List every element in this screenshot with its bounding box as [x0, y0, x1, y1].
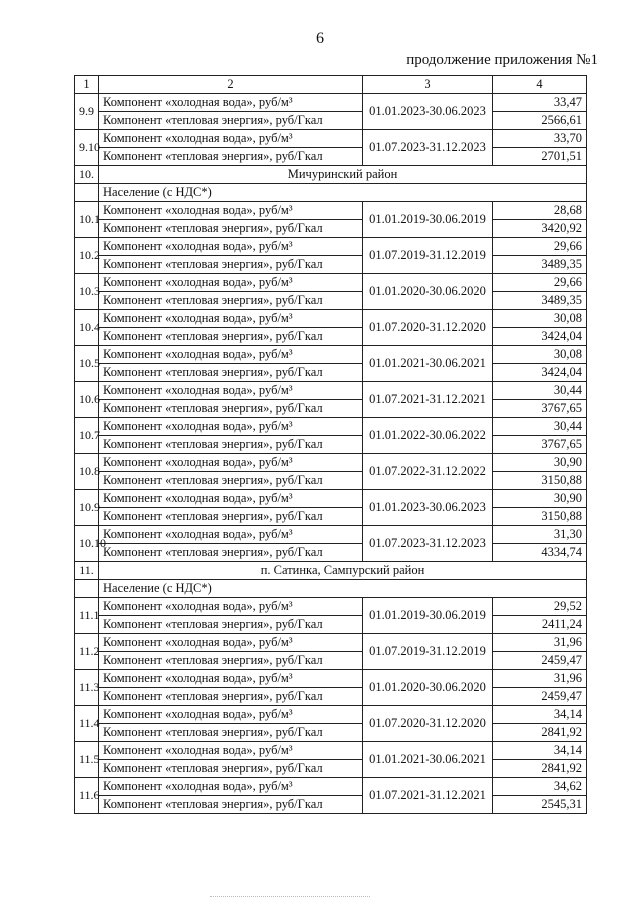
page-number: 6: [316, 30, 324, 47]
cold-water-value: 30,90: [493, 490, 587, 508]
component-heat-energy: Компонент «тепловая энергия», руб/Гкал: [99, 508, 363, 526]
table-row: [75, 148, 587, 166]
scan-artifact: [210, 896, 370, 900]
component-cold-water: Компонент «холодная вода», руб/м³: [99, 634, 363, 652]
district-name: п. Сатинка, Сампурский район: [99, 562, 587, 580]
component-cold-water: Компонент «холодная вода», руб/м³: [99, 598, 363, 616]
component-cold-water: Компонент «холодная вода», руб/м³: [99, 382, 363, 400]
section-number: 11.: [75, 562, 99, 580]
cold-water-value: 29,52: [493, 598, 587, 616]
district-row: [75, 166, 587, 184]
component-cold-water: Компонент «холодная вода», руб/м³: [99, 742, 363, 760]
population-label: Население (с НДС*): [99, 184, 587, 202]
table-row: [75, 724, 587, 742]
table-row: [75, 616, 587, 634]
cold-water-value: 31,96: [493, 634, 587, 652]
table-row: [75, 472, 587, 490]
table-row: [75, 220, 587, 238]
row-number: 10.4: [75, 310, 99, 346]
period-cell: 01.07.2023-31.12.2023: [363, 526, 493, 562]
row-number: 10.8: [75, 454, 99, 490]
cold-water-value: 33,47: [493, 94, 587, 112]
period-cell: 01.01.2020-30.06.2020: [363, 274, 493, 310]
tariff-table-body: [75, 76, 587, 814]
population-row: [75, 580, 587, 598]
district-name: Мичуринский район: [99, 166, 587, 184]
heat-energy-value: 3489,35: [493, 292, 587, 310]
period-cell: 01.01.2019-30.06.2019: [363, 202, 493, 238]
population-label: Население (с НДС*): [99, 580, 587, 598]
cold-water-value: 34,14: [493, 742, 587, 760]
table-row: [75, 688, 587, 706]
table-row: [75, 130, 587, 148]
header-row: [75, 76, 587, 94]
period-cell: 01.07.2022-31.12.2022: [363, 454, 493, 490]
period-cell: 01.01.2022-30.06.2022: [363, 418, 493, 454]
heat-energy-value: 2459,47: [493, 688, 587, 706]
table-row: [75, 274, 587, 292]
district-row: [75, 562, 587, 580]
period-cell: 01.07.2020-31.12.2020: [363, 706, 493, 742]
heat-energy-value: 3424,04: [493, 328, 587, 346]
row-number: 10.10: [75, 526, 99, 562]
component-heat-energy: Компонент «тепловая энергия», руб/Гкал: [99, 400, 363, 418]
row-number: 10.9: [75, 490, 99, 526]
row-number: 10.2: [75, 238, 99, 274]
component-heat-energy: Компонент «тепловая энергия», руб/Гкал: [99, 760, 363, 778]
header-col-3: 3: [363, 76, 493, 94]
row-number: 11.6: [75, 778, 99, 814]
section-number: 10.: [75, 166, 99, 184]
table-row: [75, 670, 587, 688]
component-cold-water: Компонент «холодная вода», руб/м³: [99, 310, 363, 328]
component-cold-water: Компонент «холодная вода», руб/м³: [99, 274, 363, 292]
table-row: [75, 202, 587, 220]
table-row: [75, 454, 587, 472]
table-row: [75, 652, 587, 670]
cold-water-value: 31,96: [493, 670, 587, 688]
cold-water-value: 30,44: [493, 418, 587, 436]
heat-energy-value: 2841,92: [493, 724, 587, 742]
heat-energy-value: 2701,51: [493, 148, 587, 166]
table-row: [75, 238, 587, 256]
table-row: [75, 292, 587, 310]
component-cold-water: Компонент «холодная вода», руб/м³: [99, 490, 363, 508]
table-row: [75, 328, 587, 346]
cold-water-value: 30,08: [493, 310, 587, 328]
period-cell: 01.01.2021-30.06.2021: [363, 346, 493, 382]
heat-energy-value: 2411,24: [493, 616, 587, 634]
table-row: [75, 490, 587, 508]
table-row: [75, 760, 587, 778]
row-number: 11.4: [75, 706, 99, 742]
table-row: [75, 544, 587, 562]
table-row: [75, 796, 587, 814]
table-row: [75, 112, 587, 130]
row-number: 10.7: [75, 418, 99, 454]
component-cold-water: Компонент «холодная вода», руб/м³: [99, 94, 363, 112]
component-cold-water: Компонент «холодная вода», руб/м³: [99, 778, 363, 796]
table-row: [75, 598, 587, 616]
cold-water-value: 29,66: [493, 274, 587, 292]
row-number: 11.3: [75, 670, 99, 706]
component-heat-energy: Компонент «тепловая энергия», руб/Гкал: [99, 796, 363, 814]
component-heat-energy: Компонент «тепловая энергия», руб/Гкал: [99, 544, 363, 562]
continuation-note: продолжение приложения №1: [406, 52, 598, 68]
table-row: [75, 400, 587, 418]
header-col-1: 1: [75, 76, 99, 94]
component-heat-energy: Компонент «тепловая энергия», руб/Гкал: [99, 256, 363, 274]
header-col-4: 4: [493, 76, 587, 94]
cold-water-value: 31,30: [493, 526, 587, 544]
component-cold-water: Компонент «холодная вода», руб/м³: [99, 238, 363, 256]
heat-energy-value: 3767,65: [493, 400, 587, 418]
cold-water-value: 30,90: [493, 454, 587, 472]
heat-energy-value: 3489,35: [493, 256, 587, 274]
table-row: [75, 436, 587, 454]
period-cell: 01.07.2023-31.12.2023: [363, 130, 493, 166]
heat-energy-value: 4334,74: [493, 544, 587, 562]
population-row: [75, 184, 587, 202]
component-heat-energy: Компонент «тепловая энергия», руб/Гкал: [99, 328, 363, 346]
period-cell: 01.01.2023-30.06.2023: [363, 94, 493, 130]
heat-energy-value: 2545,31: [493, 796, 587, 814]
component-heat-energy: Компонент «тепловая энергия», руб/Гкал: [99, 292, 363, 310]
period-cell: 01.07.2019-31.12.2019: [363, 634, 493, 670]
heat-energy-value: 2841,92: [493, 760, 587, 778]
component-heat-energy: Компонент «тепловая энергия», руб/Гкал: [99, 724, 363, 742]
component-cold-water: Компонент «холодная вода», руб/м³: [99, 130, 363, 148]
table-row: [75, 526, 587, 544]
row-number: 10.3: [75, 274, 99, 310]
period-cell: 01.07.2019-31.12.2019: [363, 238, 493, 274]
table-row: [75, 382, 587, 400]
table-row: [75, 94, 587, 112]
tariff-table: [74, 75, 587, 814]
cold-water-value: 29,66: [493, 238, 587, 256]
table-row: [75, 364, 587, 382]
empty-cell: [75, 184, 99, 202]
table-row: [75, 418, 587, 436]
component-cold-water: Компонент «холодная вода», руб/м³: [99, 454, 363, 472]
heat-energy-value: 3150,88: [493, 472, 587, 490]
cold-water-value: 28,68: [493, 202, 587, 220]
component-heat-energy: Компонент «тепловая энергия», руб/Гкал: [99, 472, 363, 490]
row-number: 10.5: [75, 346, 99, 382]
row-number: 11.2: [75, 634, 99, 670]
period-cell: 01.01.2021-30.06.2021: [363, 742, 493, 778]
heat-energy-value: 2566,61: [493, 112, 587, 130]
period-cell: 01.07.2021-31.12.2021: [363, 778, 493, 814]
period-cell: 01.01.2019-30.06.2019: [363, 598, 493, 634]
cold-water-value: 30,08: [493, 346, 587, 364]
component-heat-energy: Компонент «тепловая энергия», руб/Гкал: [99, 148, 363, 166]
cold-water-value: 34,62: [493, 778, 587, 796]
component-heat-energy: Компонент «тепловая энергия», руб/Гкал: [99, 364, 363, 382]
table-row: [75, 778, 587, 796]
heat-energy-value: 2459,47: [493, 652, 587, 670]
table-row: [75, 508, 587, 526]
component-heat-energy: Компонент «тепловая энергия», руб/Гкал: [99, 688, 363, 706]
heat-energy-value: 3150,88: [493, 508, 587, 526]
cold-water-value: 33,70: [493, 130, 587, 148]
cold-water-value: 30,44: [493, 382, 587, 400]
table-row: [75, 346, 587, 364]
cold-water-value: 34,14: [493, 706, 587, 724]
period-cell: 01.07.2020-31.12.2020: [363, 310, 493, 346]
table-row: [75, 310, 587, 328]
component-heat-energy: Компонент «тепловая энергия», руб/Гкал: [99, 112, 363, 130]
component-heat-energy: Компонент «тепловая энергия», руб/Гкал: [99, 436, 363, 454]
period-cell: 01.01.2020-30.06.2020: [363, 670, 493, 706]
row-number: 9.9: [75, 94, 99, 130]
heat-energy-value: 3767,65: [493, 436, 587, 454]
component-cold-water: Компонент «холодная вода», руб/м³: [99, 202, 363, 220]
header-col-2: 2: [99, 76, 363, 94]
empty-cell: [75, 580, 99, 598]
component-cold-water: Компонент «холодная вода», руб/м³: [99, 670, 363, 688]
table-row: [75, 256, 587, 274]
table-row: [75, 706, 587, 724]
component-cold-water: Компонент «холодная вода», руб/м³: [99, 418, 363, 436]
heat-energy-value: 3424,04: [493, 364, 587, 382]
component-cold-water: Компонент «холодная вода», руб/м³: [99, 346, 363, 364]
heat-energy-value: 3420,92: [493, 220, 587, 238]
component-cold-water: Компонент «холодная вода», руб/м³: [99, 706, 363, 724]
row-number: 10.1: [75, 202, 99, 238]
table-row: [75, 634, 587, 652]
row-number: 10.6: [75, 382, 99, 418]
period-cell: 01.01.2023-30.06.2023: [363, 490, 493, 526]
table-row: [75, 742, 587, 760]
row-number: 9.10: [75, 130, 99, 166]
component-heat-energy: Компонент «тепловая энергия», руб/Гкал: [99, 220, 363, 238]
period-cell: 01.07.2021-31.12.2021: [363, 382, 493, 418]
component-heat-energy: Компонент «тепловая энергия», руб/Гкал: [99, 652, 363, 670]
component-cold-water: Компонент «холодная вода», руб/м³: [99, 526, 363, 544]
row-number: 11.1: [75, 598, 99, 634]
row-number: 11.5: [75, 742, 99, 778]
component-heat-energy: Компонент «тепловая энергия», руб/Гкал: [99, 616, 363, 634]
